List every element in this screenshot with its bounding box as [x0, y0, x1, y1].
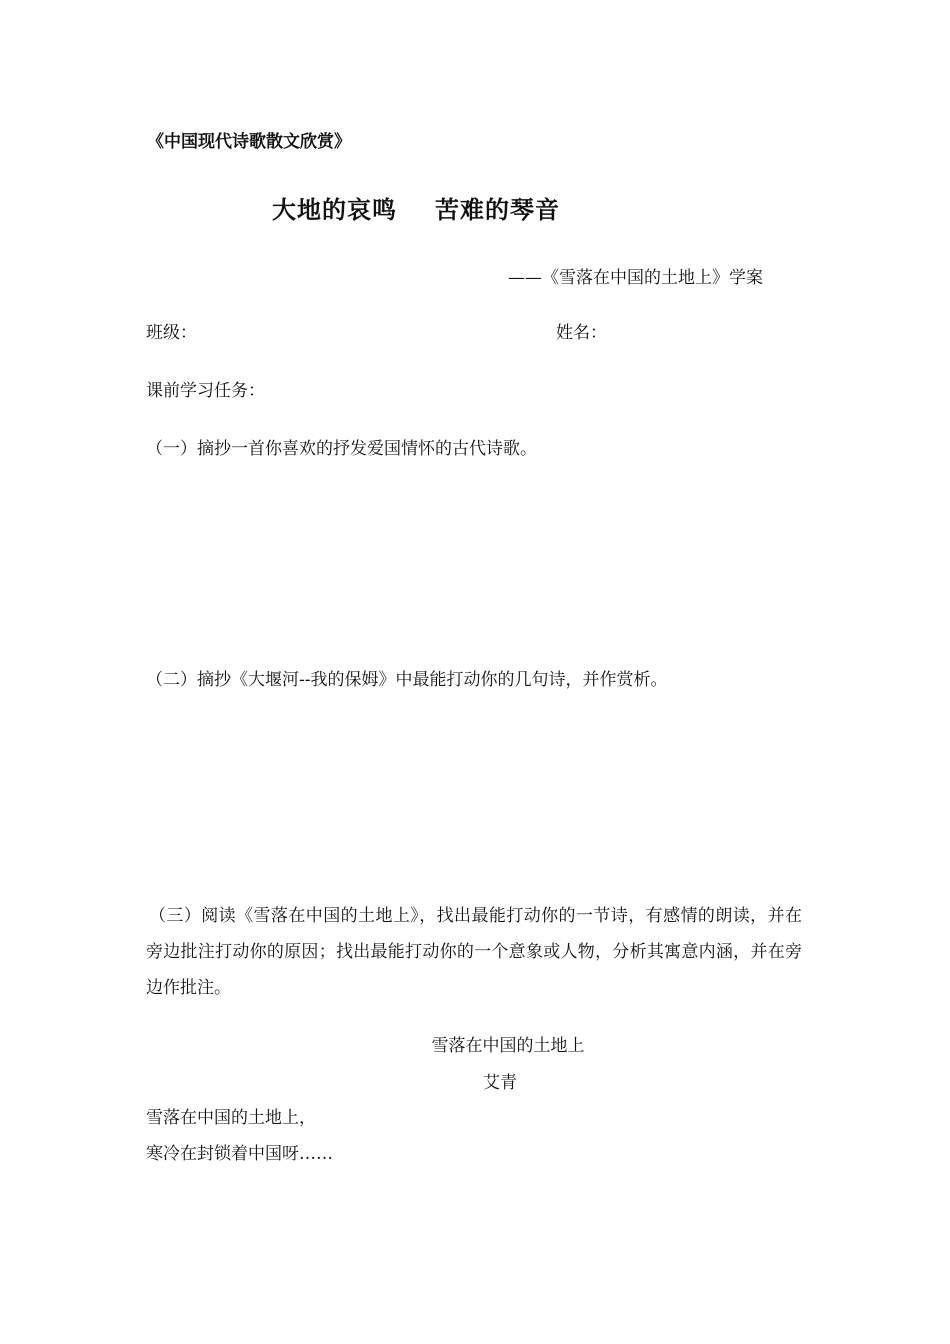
main-title: [272, 190, 560, 225]
task-two: （二）摘抄《大堰河--我的保姆》中最能打动你的几句诗，并作赏析。: [146, 670, 668, 690]
name-label: 姓名：: [556, 323, 607, 343]
pre-task-heading: 课前学习任务：: [146, 381, 265, 401]
poem-author: 艾青: [483, 1073, 517, 1093]
poem-line: 雪落在中国的土地上，: [146, 1108, 316, 1128]
poem-line: 寒冷在封锁着中国呀……: [146, 1144, 333, 1164]
task-one: （一）摘抄一首你喜欢的抒发爱国情怀的古代诗歌。: [146, 439, 537, 459]
course-title: 《中国现代诗歌散文欣赏》: [147, 132, 351, 152]
poem-title: 雪落在中国的土地上: [431, 1036, 585, 1056]
main-title-part1: 大地的哀鸣: [272, 196, 397, 224]
main-title-part2: 苦难的琴音: [435, 196, 560, 224]
subtitle: ——《雪落在中国的土地上》学案: [508, 268, 763, 288]
class-label: 班级：: [146, 323, 197, 343]
task-three: （三）阅读《雪落在中国的土地上》，找出最能打动你的一节诗，有感情的朗读，并在旁边批注打动你的原因；找出最能打动你的一个意象或人物，分析其寓意内涵，并在旁边作批注。: [146, 906, 802, 998]
